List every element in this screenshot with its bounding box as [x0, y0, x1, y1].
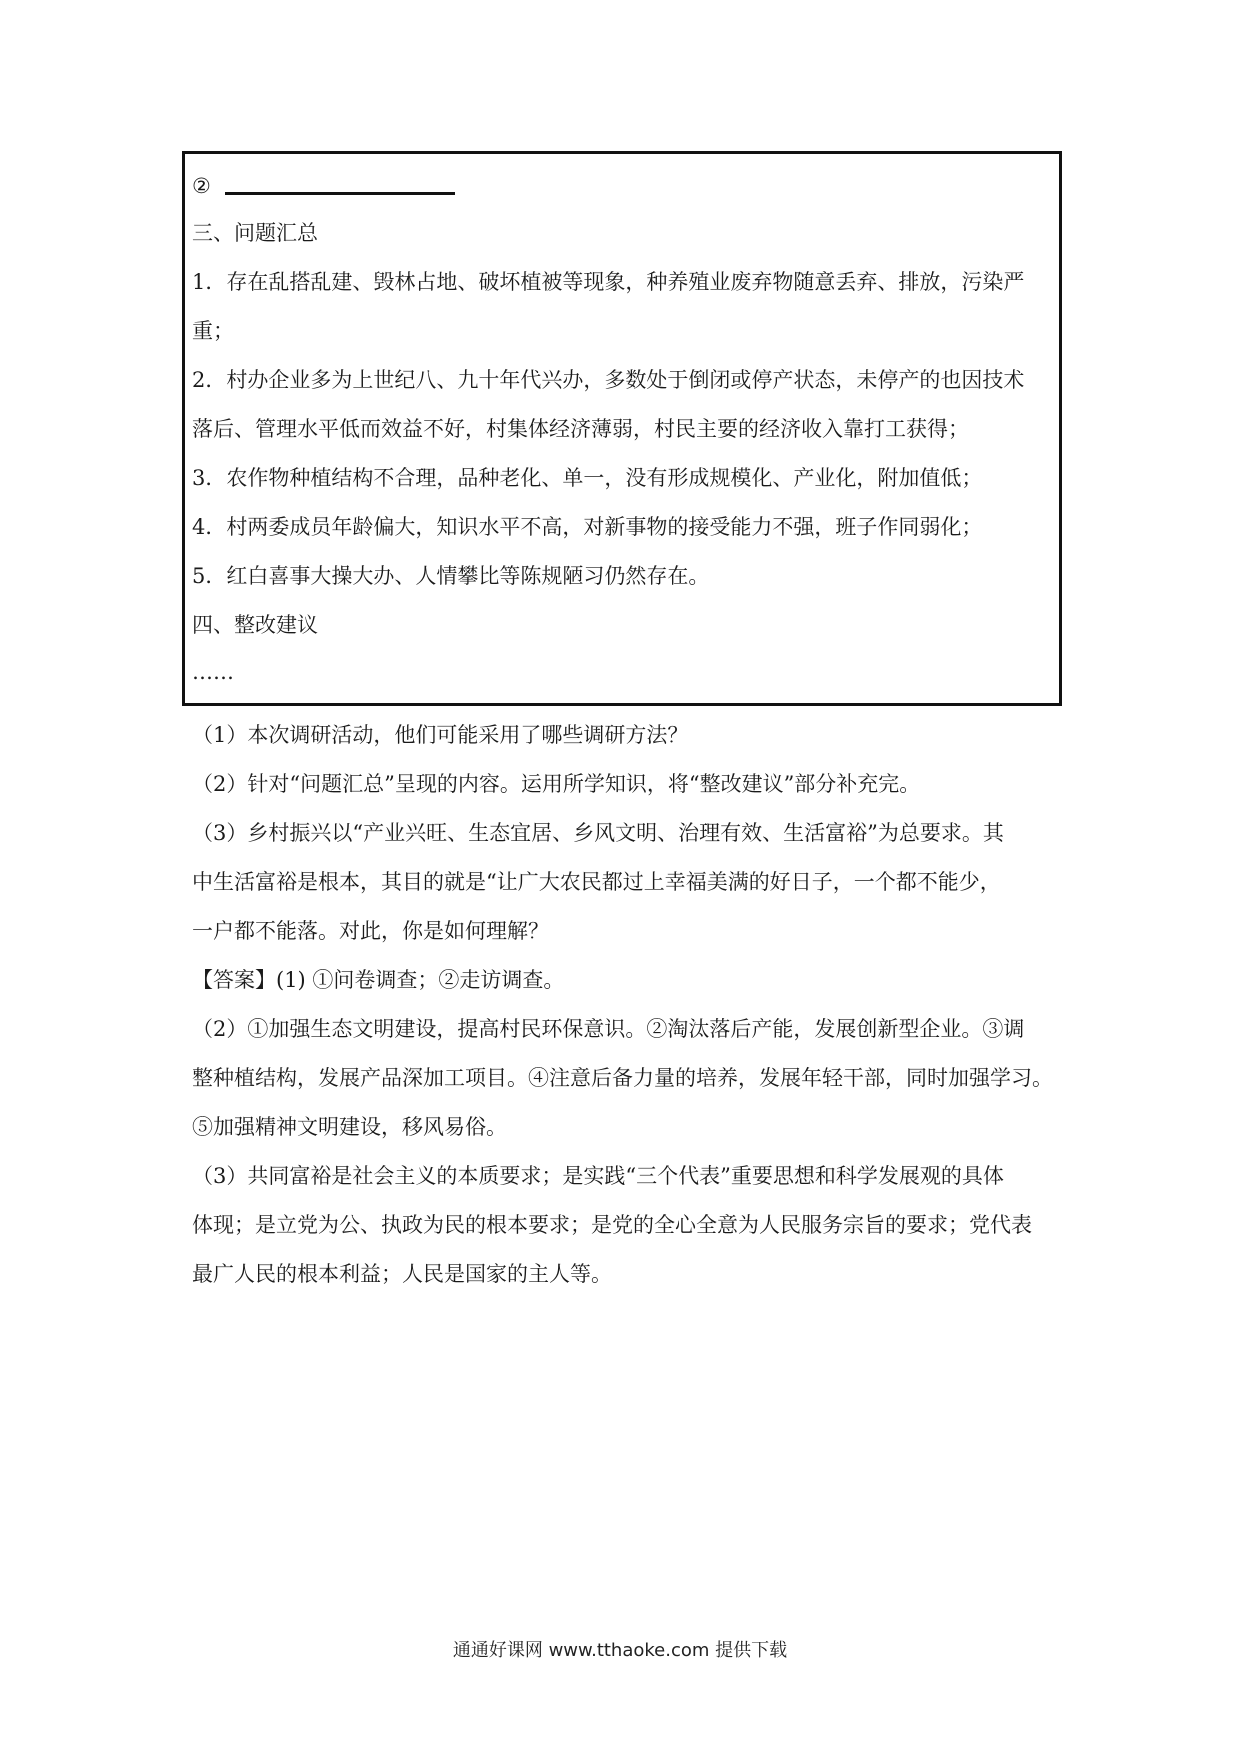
problem-item-1-line-1: 1．存在乱搭乱建、毁林占地、破坏植被等现象，种养殖业废弃物随意丢弃、排放，污染严 — [192, 270, 1025, 294]
problem-item-1-line-2: 重； — [192, 319, 234, 343]
answer-2-line-1: （2）①加强生态文明建设，提高村民环保意识。②淘汰落后产能，发展创新型企业。③调 — [192, 1017, 1025, 1041]
question-3-line-1: （3）乡村振兴以“产业兴旺、生态宜居、乡风文明、治理有效、生活富裕”为总要求。其 — [192, 821, 1004, 845]
answer-2-line-2: 整种植结构，发展产品深加工项目。④注意后备力量的培养，发展年轻干部，同时加强学习。 — [192, 1066, 1053, 1090]
problem-item-3: 3．农作物种植结构不合理，品种老化、单一，没有形成规模化、产业化，附加值低； — [192, 466, 983, 490]
page-footer: 通通好课网 www.tthaoke.com 提供下载 — [452, 1640, 788, 1661]
answer-3-line-1: （3）共同富裕是社会主义的本质要求；是实践“三个代表”重要思想和科学发展观的具体 — [192, 1164, 1004, 1188]
question-3-line-3: 一户都不能落。对此，你是如何理解？ — [192, 919, 549, 943]
answer-3-line-3: 最广人民的根本利益；人民是国家的主人等。 — [192, 1262, 612, 1286]
blank-prefix: ② — [192, 174, 211, 198]
section-3-title: 三、问题汇总 — [192, 221, 318, 245]
fill-in-blank-line — [225, 190, 455, 195]
problem-item-2-line-1: 2．村办企业多为上世纪八、九十年代兴办，多数处于倒闭或停产状态，未停产的也因技术 — [192, 368, 1025, 392]
answer-3-line-2: 体现；是立党为公、执政为民的根本要求；是党的全心全意为人民服务宗旨的要求；党代表 — [192, 1213, 1032, 1237]
question-2: （2）针对“问题汇总”呈现的内容。运用所学知识，将“整改建议”部分补充完。 — [192, 772, 921, 796]
question-3-line-2: 中生活富裕是根本，其目的就是“让广大农民都过上幸福美满的好日子，一个都不能少， — [192, 870, 1001, 894]
blank-item-2 — [192, 176, 455, 197]
ellipsis: …… — [192, 660, 234, 684]
section-4-title: 四、整改建议 — [192, 613, 318, 637]
problem-item-5: 5．红白喜事大操大办、人情攀比等陈规陋习仍然存在。 — [192, 564, 710, 588]
question-1: （1）本次调研活动，他们可能采用了哪些调研方法？ — [192, 723, 689, 747]
problem-item-4: 4．村两委成员年龄偏大，知识水平不高，对新事物的接受能力不强，班子作同弱化； — [192, 515, 983, 539]
answer-2-line-3: ⑤加强精神文明建设，移风易俗。 — [192, 1115, 507, 1139]
answer-1: 【答案】(1) ①问卷调查；②走访调查。 — [192, 968, 565, 992]
problem-item-2-line-2: 落后、管理水平低而效益不好，村集体经济薄弱，村民主要的经济收入靠打工获得； — [192, 417, 969, 441]
